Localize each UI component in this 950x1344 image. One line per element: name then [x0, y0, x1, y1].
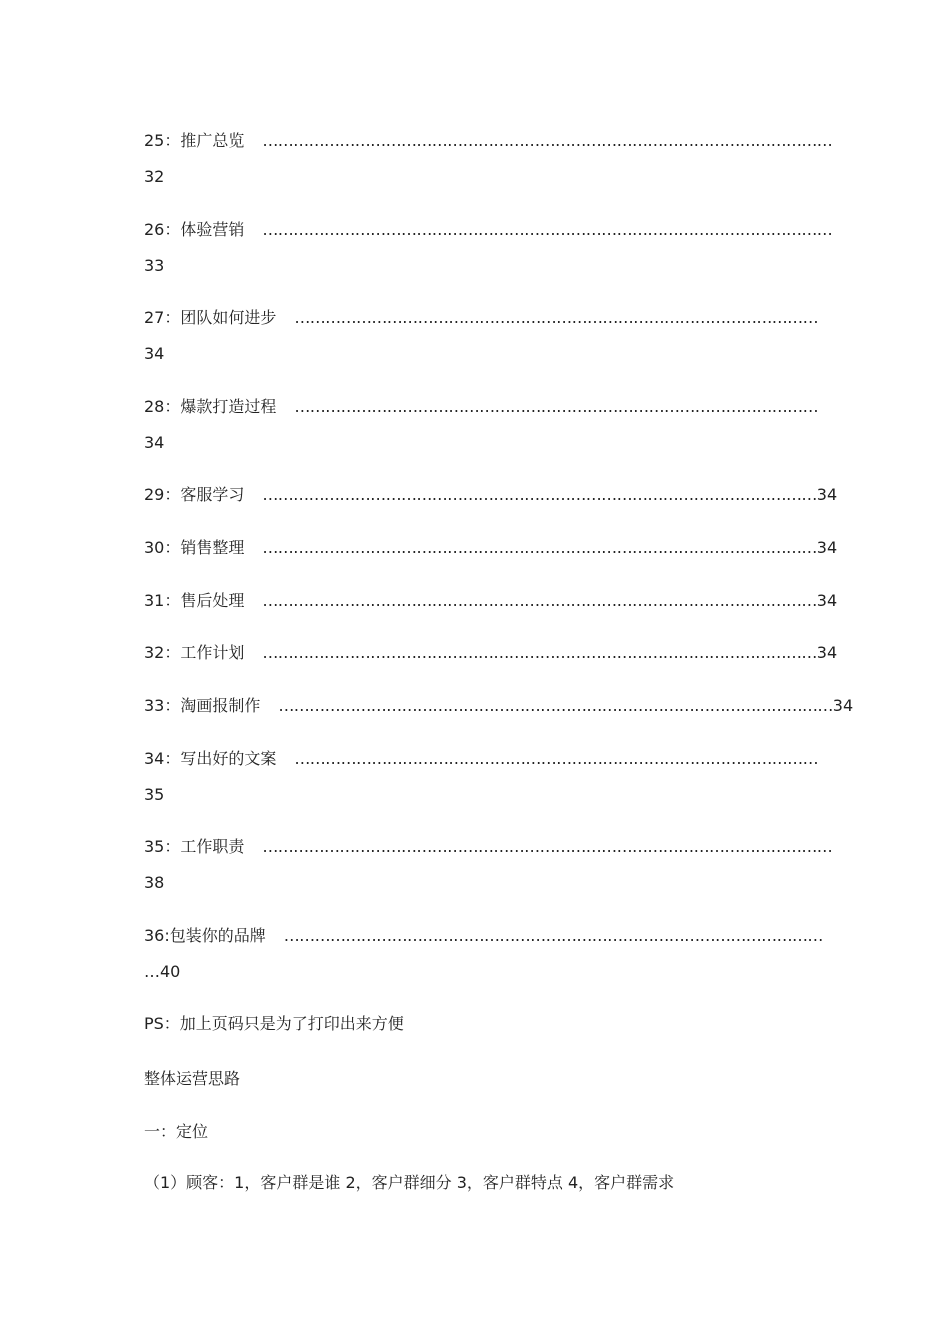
toc-leader-dots: ……………………………………………………………………………………………… — [278, 696, 833, 715]
toc-title: 36:包装你的品牌 — [144, 926, 266, 945]
toc-entry — [144, 220, 832, 240]
toc-leader-dots: ……………………………………………………………………………………………… — [262, 485, 817, 504]
toc-entry — [144, 538, 837, 558]
toc-entry — [144, 837, 832, 857]
toc-entry — [144, 131, 832, 151]
toc-page-number: 34 — [144, 433, 165, 452]
toc-title: 30：销售整理 — [144, 538, 245, 557]
ps-note: PS：加上页码只是为了打印出来方便 — [144, 1014, 404, 1033]
toc-page-number: 34 — [816, 485, 838, 504]
toc-title: 34：写出好的文案 — [144, 749, 277, 768]
toc-title: 26：体验营销 — [144, 220, 245, 239]
toc-page-number: 34 — [832, 696, 854, 715]
toc-title: 35：工作职责 — [144, 837, 245, 856]
toc-title: 32：工作计划 — [144, 643, 245, 662]
subsection-title: 一：定位 — [144, 1122, 209, 1141]
toc-title: 28：爆款打造过程 — [144, 397, 277, 416]
toc-entry — [144, 926, 823, 946]
toc-page-number: 34 — [816, 643, 838, 662]
toc-title: 33：淘画报制作 — [144, 696, 261, 715]
toc-entry — [144, 397, 818, 417]
toc-leader-dots: ………………………………………………………………………………………… — [294, 397, 818, 416]
list-item: （1）顾客：1，客户群是谁 2，客户群细分 3，客户群特点 4，客户群需求 — [144, 1173, 675, 1192]
toc-page-number: 33 — [144, 256, 165, 275]
toc-entry — [144, 485, 837, 505]
toc-leader-dots: ……………………………………………………………………………………………… — [262, 591, 817, 610]
toc-page-number: …40 — [144, 962, 181, 981]
toc-page-number: 34 — [816, 591, 838, 610]
toc-leader-dots: ……………………………………………………………………………………………… — [262, 538, 817, 557]
toc-page-number: 32 — [144, 167, 165, 186]
toc-leader-dots: ………………………………………………………………………………………… — [294, 308, 818, 327]
toc-leader-dots: ……………………………………………………………………………………………… — [262, 643, 817, 662]
toc-title: 29：客服学习 — [144, 485, 245, 504]
toc-entry — [144, 696, 853, 716]
toc-page-number: 34 — [144, 344, 165, 363]
toc-leader-dots: ………………………………………………………………………………………… — [294, 749, 818, 768]
section-title: 整体运营思路 — [144, 1069, 241, 1088]
toc-title: 27：团队如何进步 — [144, 308, 277, 327]
toc-leader-dots: ………………………………………………………………………………………………… — [262, 220, 833, 239]
toc-leader-dots: …………………………………………………………………………………………… — [283, 926, 823, 945]
toc-entry — [144, 643, 837, 663]
toc-entry — [144, 308, 818, 328]
toc-title: 31：售后处理 — [144, 591, 245, 610]
toc-page-number: 35 — [144, 785, 165, 804]
toc-page-number: 38 — [144, 873, 165, 892]
toc-leader-dots: ………………………………………………………………………………………………… — [262, 837, 833, 856]
toc-entry — [144, 591, 837, 611]
toc-title: 25：推广总览 — [144, 131, 245, 150]
toc-leader-dots: ………………………………………………………………………………………………… — [262, 131, 833, 150]
toc-entry — [144, 749, 818, 769]
toc-page-number: 34 — [816, 538, 838, 557]
